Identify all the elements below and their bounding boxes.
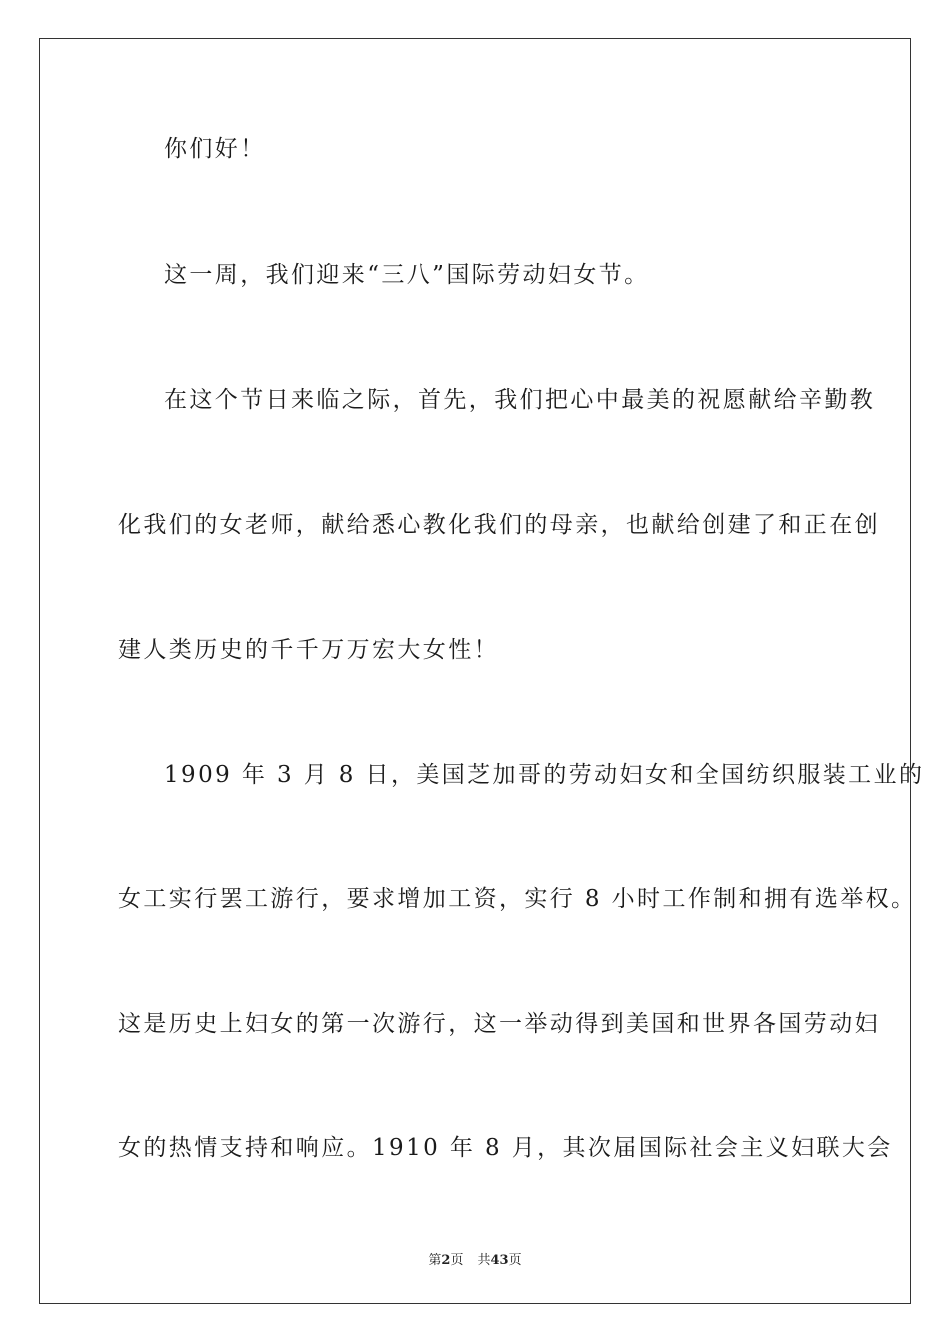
paragraph-line: 女工实行罢工游行，要求增加工资，实行 8 小时工作制和拥有选举权。	[118, 886, 917, 912]
footer-page-number: 2	[441, 1253, 451, 1268]
paragraph-line: 女的热情支持和响应。1910 年 8 月，其次届国际社会主义妇联大会	[118, 1135, 893, 1161]
paragraph-line: 这是历史上妇女的第一次游行，这一举动得到美国和世界各国劳动妇	[118, 1011, 880, 1037]
page-frame	[39, 38, 911, 1304]
footer-total-suffix: 页	[508, 1253, 522, 1268]
paragraph-greeting: 你们好！	[164, 136, 266, 162]
paragraph-line: 在这个节日来临之际，首先，我们把心中最美的祝愿献给辛勤教	[164, 387, 876, 413]
paragraph-intro: 这一周，我们迎来“三八”国际劳动妇女节。	[164, 262, 650, 288]
footer-total-prefix: 共	[477, 1253, 491, 1268]
paragraph-line: 1909 年 3 月 8 日，美国芝加哥的劳动妇女和全国纺织服装工业的	[164, 762, 925, 788]
footer-total-pages: 43	[490, 1253, 509, 1268]
footer-page-prefix: 第	[428, 1253, 442, 1268]
paragraph-line: 化我们的女老师，献给悉心教化我们的母亲，也献给创建了和正在创	[118, 512, 880, 538]
page-footer	[0, 1249, 950, 1268]
paragraph-line: 建人类历史的千千万万宏大女性！	[118, 637, 499, 663]
footer-page-suffix: 页	[450, 1253, 464, 1268]
